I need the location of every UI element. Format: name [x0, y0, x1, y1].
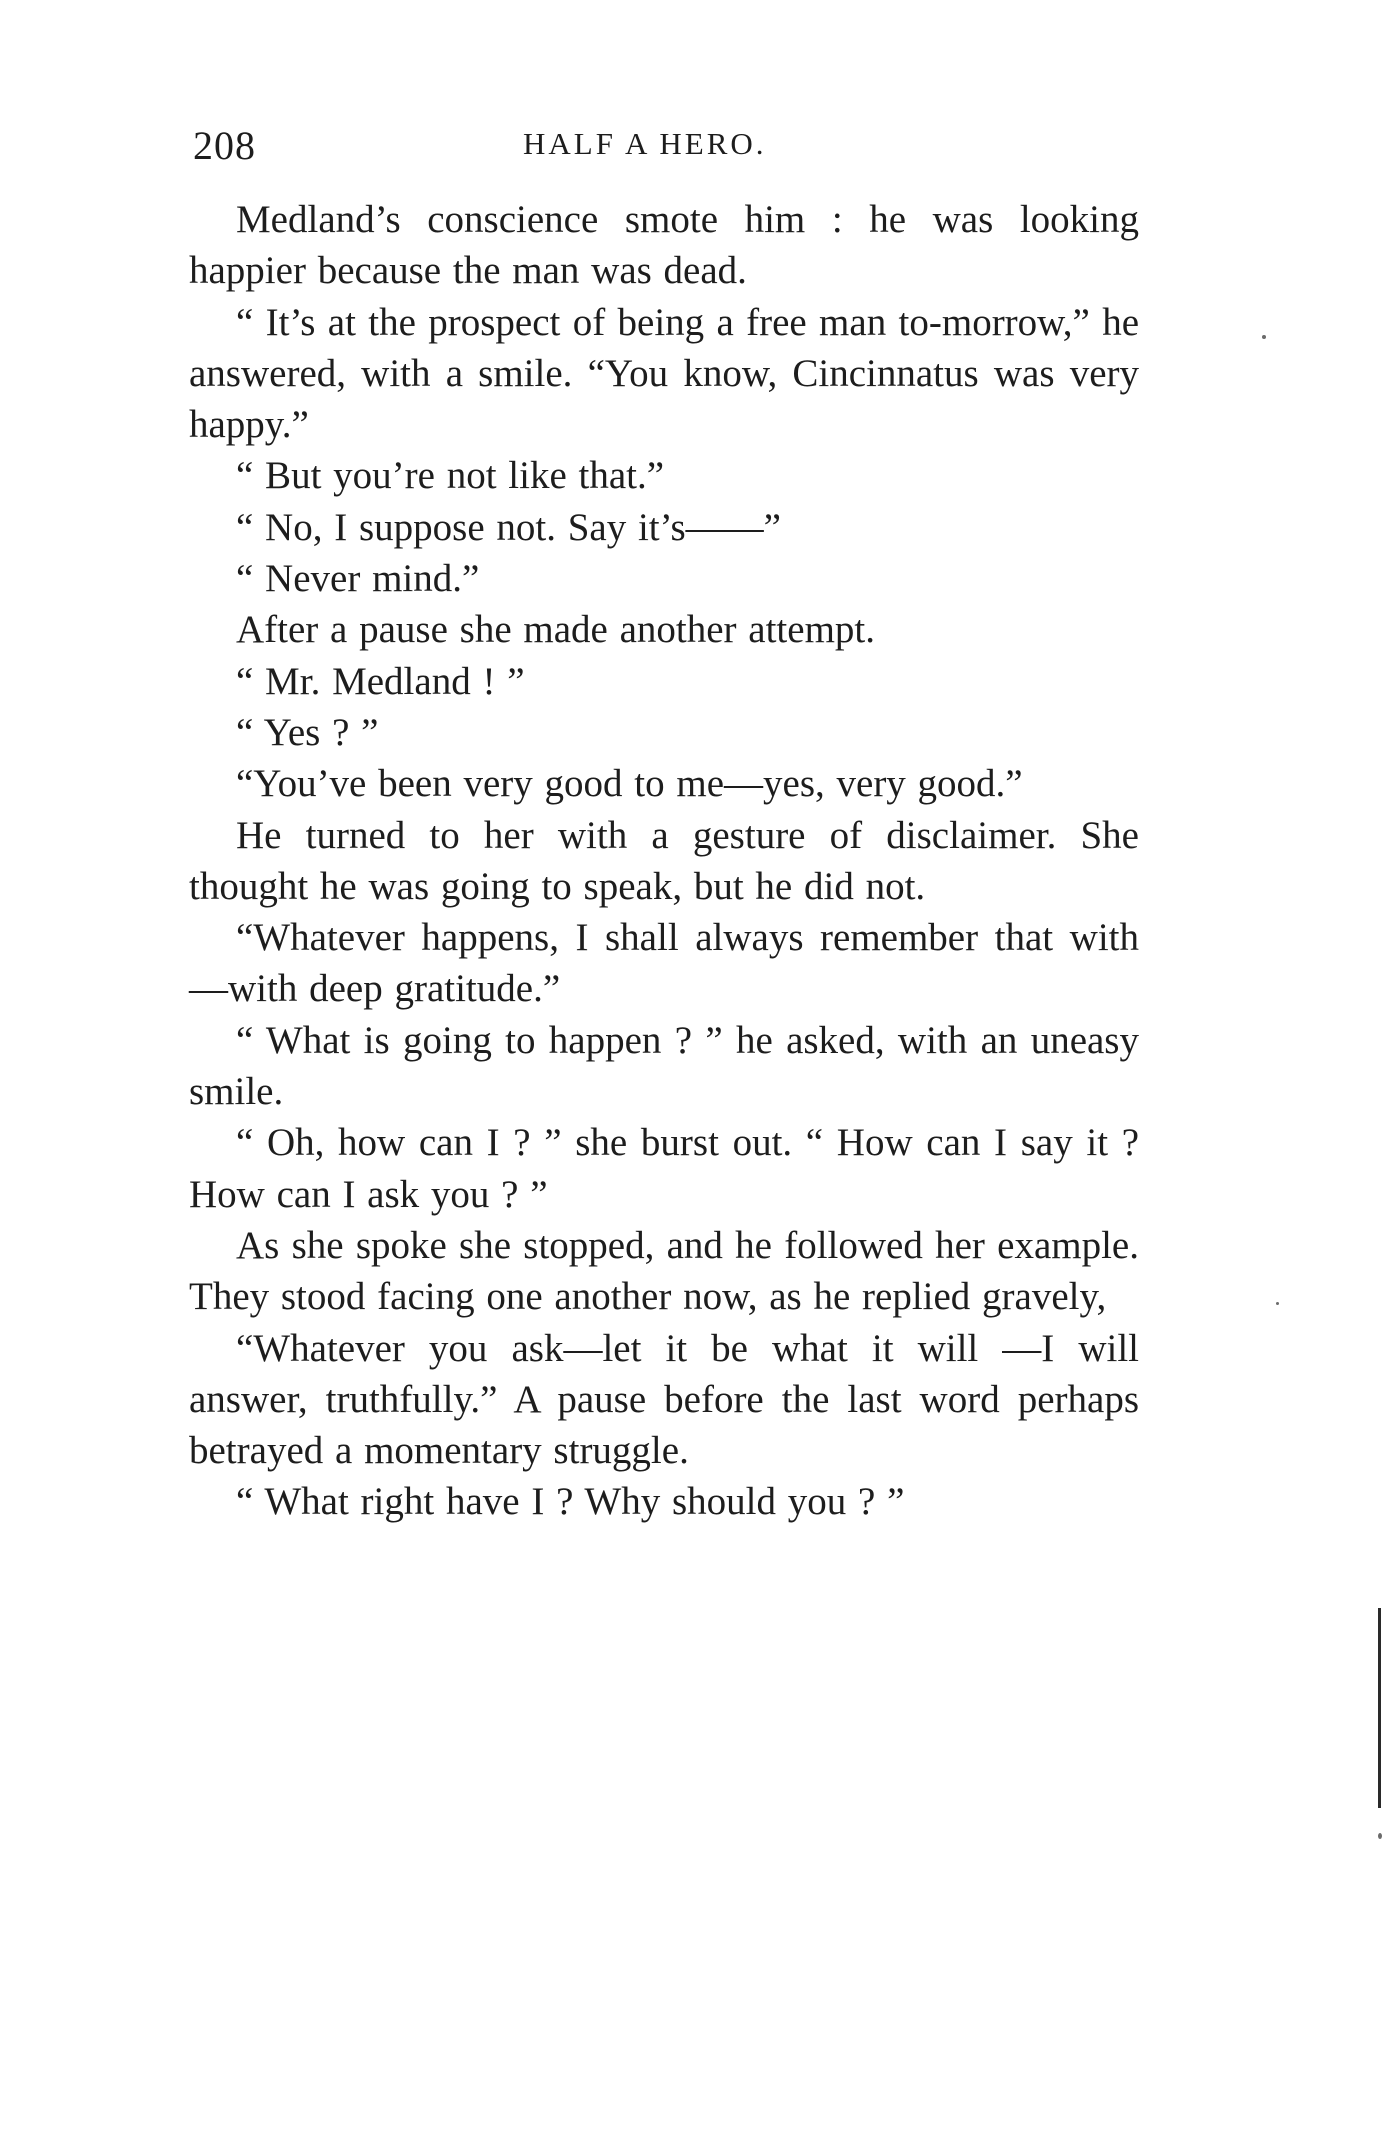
running-head: HALF A HERO.: [523, 126, 767, 161]
paragraph: “ Oh, how can I ? ” she burst out. “ How can I say it ? How can I ask you ? ”: [189, 1121, 1139, 1216]
paragraph: After a pause she made another attempt.: [236, 608, 875, 652]
body-text: [189, 194, 1139, 1528]
paragraph: “ Yes ? ”: [236, 710, 379, 754]
paragraph: “ What right have I ? Why should you ? ”: [236, 1480, 905, 1524]
scan-speck: [1276, 1302, 1279, 1305]
paragraph: “ Mr. Medland ! ”: [236, 659, 525, 703]
page-header: [193, 122, 1143, 172]
scan-speck: [1262, 335, 1266, 339]
paragraph: “ No, I suppose not. Say it’s——”: [236, 505, 781, 549]
paragraph: “ But you’re not like that.”: [236, 454, 665, 498]
page-number: 208: [193, 123, 256, 168]
paragraph: “Whatever happens, I shall always remember that with—with deep gratitude.”: [189, 916, 1139, 1011]
scan-edge-mark: [1378, 1608, 1381, 1808]
paragraph: He turned to her with a gesture of disclaimer. She thought he was going to speak, but he did not.: [189, 813, 1139, 908]
paragraph: “You’ve been very good to me—yes, very good.”: [236, 762, 1023, 806]
paragraph: “ It’s at the prospect of being a free man to-morrow,” he answered, with a smile. “You know, Cincinnatus was very happy.”: [189, 300, 1139, 447]
paragraph: “ What is going to happen ? ” he asked, with an uneasy smile.: [189, 1018, 1139, 1114]
paragraph: “Whatever you ask—let it be what it will —I will answer, truthfully.” A pause before the last word perhaps betrayed a momentary struggle.: [189, 1326, 1139, 1473]
paragraph: Medland’s conscience smote him : he was looking happier because the man was dead.: [189, 198, 1139, 293]
paragraph: “ Never mind.”: [236, 557, 480, 601]
paragraph: As she spoke she stopped, and he followed her example. They stood facing one another now, as he replied gravely,: [189, 1223, 1139, 1319]
scan-speck: [1378, 1833, 1382, 1839]
